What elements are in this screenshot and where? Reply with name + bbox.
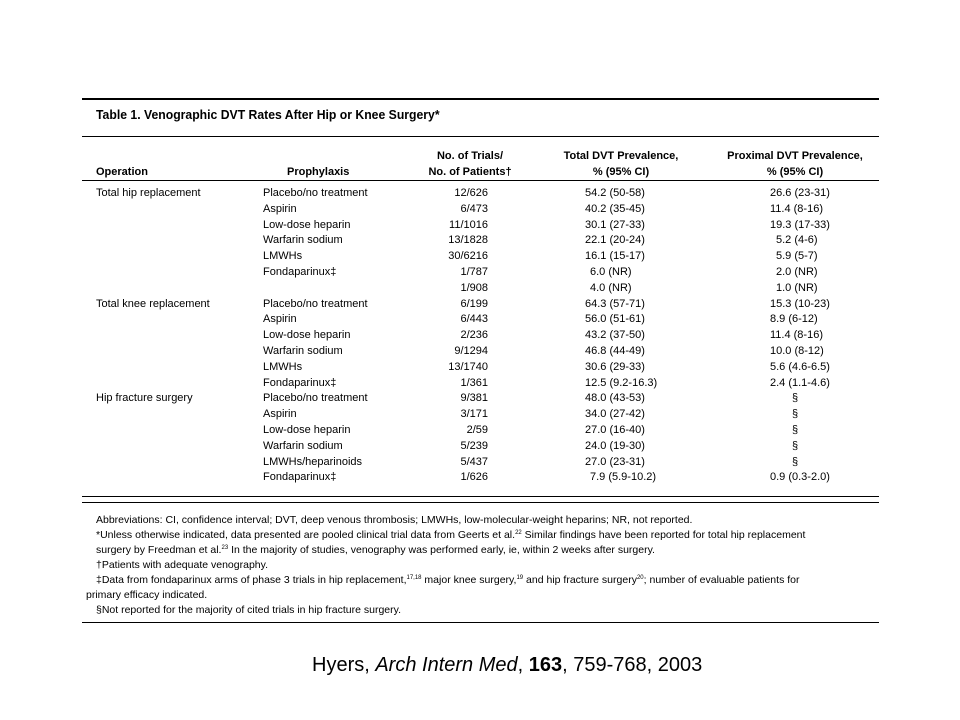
cell-proximal: 1.0 (NR): [776, 281, 818, 294]
footnote-ddagger-text-b: major knee surgery,: [421, 574, 517, 586]
cell-trials: 9/1294: [454, 345, 488, 357]
citation-journal: Arch Intern Med: [375, 654, 518, 676]
cell-proximal: §: [792, 455, 799, 468]
citation-author: Hyers,: [312, 654, 376, 676]
cell-total: 30.1 (27-33): [585, 218, 645, 231]
cell-trials: 11/1016: [449, 218, 488, 231]
cell-proximal: 5.9 (5-7): [776, 250, 818, 263]
cell-prophylaxis: Fondaparinux‡: [263, 266, 337, 278]
header-trials: [400, 148, 540, 180]
cell-total: 56.0 (51-61): [585, 313, 645, 326]
cell-prophylaxis: Low-dose heparin: [263, 218, 351, 231]
cell-prophylaxis: Aspirin: [263, 408, 297, 421]
footnote-ddagger-ref-2: 19: [516, 575, 524, 581]
footnote-abbreviations: Abbreviations: CI, confidence interval; DVT, deep venous thrombosis; LMWHs, low-molecular-weight heparins; NR, not reported.: [96, 514, 693, 526]
cell-total: 4.0 (NR): [590, 281, 632, 294]
cell-total: 12.5 (9.2-16.3): [585, 376, 658, 389]
footnote-section: §Not reported for the majority of cited trials in hip fracture surgery.: [96, 604, 402, 616]
cell-prophylaxis: Fondaparinux‡: [263, 471, 337, 484]
cell-prophylaxis: Placebo/no treatment: [263, 392, 368, 405]
cell-prophylaxis: Warfarin sodium: [263, 345, 343, 357]
cell-prophylaxis: Placebo/no treatment: [263, 297, 368, 310]
header-total-dvt-line2: % (95% CI): [592, 166, 650, 178]
footnote-star-cont: [96, 543, 866, 559]
citation-volume: 163: [528, 654, 563, 676]
cell-proximal: 5.6 (4.6-6.5): [770, 360, 830, 373]
cell-total: 46.8 (44-49): [585, 345, 645, 357]
footnote-top-rule: [82, 502, 879, 503]
cell-trials: 6/199: [460, 297, 488, 310]
cell-prophylaxis: LMWHs/heparinoids: [263, 455, 363, 468]
cell-trials: 2/236: [460, 329, 488, 342]
cell-trials: 6/473: [460, 202, 488, 215]
cell-prophylaxis: Aspirin: [263, 313, 297, 326]
footnote-ddagger-text-d: ; number of evaluable patients for: [643, 574, 800, 586]
table-bottom-rule: [82, 496, 879, 497]
cell-prophylaxis: Warfarin sodium: [263, 234, 343, 247]
cell-proximal: §: [792, 392, 799, 405]
footnote-star-text-d: In the majority of studies, venography was performed early, ie, within 2 weeks after surgery.: [228, 544, 655, 556]
cell-total: 40.2 (35-45): [585, 202, 645, 215]
cell-proximal: §: [792, 408, 799, 421]
header-proximal-dvt: [720, 148, 870, 180]
cell-trials: 3/171: [460, 408, 488, 421]
cell-trials: 2/59: [466, 424, 488, 436]
cell-prophylaxis: Aspirin: [263, 202, 297, 215]
footnote-star-text-c: surgery by Freedman et al.: [96, 544, 222, 556]
cell-total: 16.1 (15-17): [585, 250, 645, 263]
cell-prophylaxis: Low-dose heparin: [263, 424, 351, 436]
cell-total: 27.0 (16-40): [585, 424, 645, 436]
footnote-dagger: †Patients with adequate venography.: [96, 559, 269, 571]
cell-trials: 6/443: [460, 313, 488, 326]
header-total-dvt: [546, 148, 696, 180]
cell-proximal: 19.3 (17-33): [770, 218, 830, 231]
header-proximal-dvt-line1: Proximal DVT Prevalence,: [727, 150, 863, 162]
table-title: Table 1. Venographic DVT Rates After Hip or Knee Surgery*: [96, 107, 440, 122]
header-trials-line1: No. of Trials/: [436, 150, 503, 162]
header-total-dvt-line1: Total DVT Prevalence,: [563, 150, 679, 162]
cell-trials: 12/626: [454, 187, 488, 199]
cell-operation: Hip fracture surgery: [96, 392, 193, 405]
footnote-star-text-a: *Unless otherwise indicated, data presented are pooled clinical trial data from Geerts et al.: [96, 529, 516, 541]
footnote-star-ref-2: 23: [221, 545, 229, 551]
cell-proximal: 5.2 (4-6): [776, 234, 818, 247]
cell-trials: 13/1740: [448, 360, 488, 373]
citation: [312, 654, 702, 677]
cell-prophylaxis: Placebo/no treatment: [263, 187, 368, 199]
cell-proximal: 2.4 (1.1-4.6): [770, 376, 830, 389]
cell-total: 6.0 (NR): [590, 266, 632, 278]
cell-trials: 1/626: [460, 471, 488, 484]
cell-prophylaxis: LMWHs: [263, 250, 303, 263]
header-operation: Operation: [96, 166, 148, 178]
cell-trials: 1/908: [460, 281, 488, 294]
cell-total: 30.6 (29-33): [585, 360, 645, 373]
cell-prophylaxis: LMWHs: [263, 360, 303, 373]
cell-prophylaxis: Low-dose heparin: [263, 329, 351, 342]
cell-trials: 9/381: [460, 392, 488, 405]
cell-prophylaxis: Warfarin sodium: [263, 439, 343, 452]
citation-pages-year: , 759-768, 2003: [562, 654, 703, 676]
cell-total: 7.9 (5.9-10.2): [590, 471, 657, 484]
footnote-ddagger-ref-3: 20: [636, 575, 644, 581]
header-trials-line2: No. of Patients†: [428, 166, 512, 178]
cell-trials: 5/239: [460, 439, 488, 452]
cell-proximal: 15.3 (10-23): [770, 297, 830, 310]
cell-operation: Total knee replacement: [96, 297, 210, 310]
cell-proximal: §: [792, 439, 799, 452]
top-rule: [82, 98, 879, 100]
cell-total: 54.2 (50-58): [585, 187, 645, 199]
cell-proximal: 2.0 (NR): [776, 266, 818, 278]
title-rule: [82, 136, 879, 137]
footnote-ddagger-text-c: and hip fracture surgery: [523, 574, 637, 586]
cell-operation: Total hip replacement: [96, 187, 201, 199]
footnote-ddagger-ref-1: 17,18: [406, 575, 422, 581]
header-rule: [82, 180, 879, 181]
cell-trials: 5/437: [460, 455, 488, 468]
footnote-double-dagger-cont: primary efficacy indicated.: [86, 589, 208, 601]
cell-proximal: §: [792, 424, 799, 436]
cell-proximal: 11.4 (8-16): [770, 329, 823, 342]
cell-total: 24.0 (19-30): [585, 439, 645, 452]
footnote-star-text-b: Similar findings have been reported for total hip replacement: [521, 529, 806, 541]
cell-proximal: 11.4 (8-16): [770, 202, 823, 215]
cell-total: 43.2 (37-50): [585, 329, 645, 342]
cell-trials: 30/6216: [448, 250, 488, 263]
cell-total: 64.3 (57-71): [585, 297, 645, 310]
footnote-star-ref-1: 22: [515, 530, 522, 536]
cell-total: 48.0 (43-53): [585, 392, 645, 405]
cell-proximal: 8.9 (6-12): [770, 313, 818, 326]
cell-trials: 1/361: [460, 376, 488, 389]
cell-proximal: 10.0 (8-12): [770, 345, 824, 357]
cell-prophylaxis: Fondaparinux‡: [263, 376, 337, 389]
cell-trials: 1/787: [460, 266, 488, 278]
header-prophylaxis: Prophylaxis: [287, 166, 350, 178]
cell-proximal: 26.6 (23-31): [770, 187, 830, 199]
cell-trials: 13/1828: [448, 234, 488, 247]
footnote-ddagger-text-a: ‡Data from fondaparinux arms of phase 3 trials in hip replacement,: [96, 574, 407, 586]
footnote-star: [96, 528, 866, 544]
citation-sep: ,: [517, 654, 529, 676]
cell-proximal: 0.9 (0.3-2.0): [770, 471, 830, 484]
footnote-bottom-rule: [82, 622, 879, 623]
footnote-double-dagger: [96, 573, 866, 589]
cell-total: 27.0 (23-31): [585, 455, 645, 468]
header-proximal-dvt-line2: % (95% CI): [766, 166, 824, 178]
cell-total: 34.0 (27-42): [585, 408, 645, 421]
cell-total: 22.1 (20-24): [585, 234, 645, 247]
